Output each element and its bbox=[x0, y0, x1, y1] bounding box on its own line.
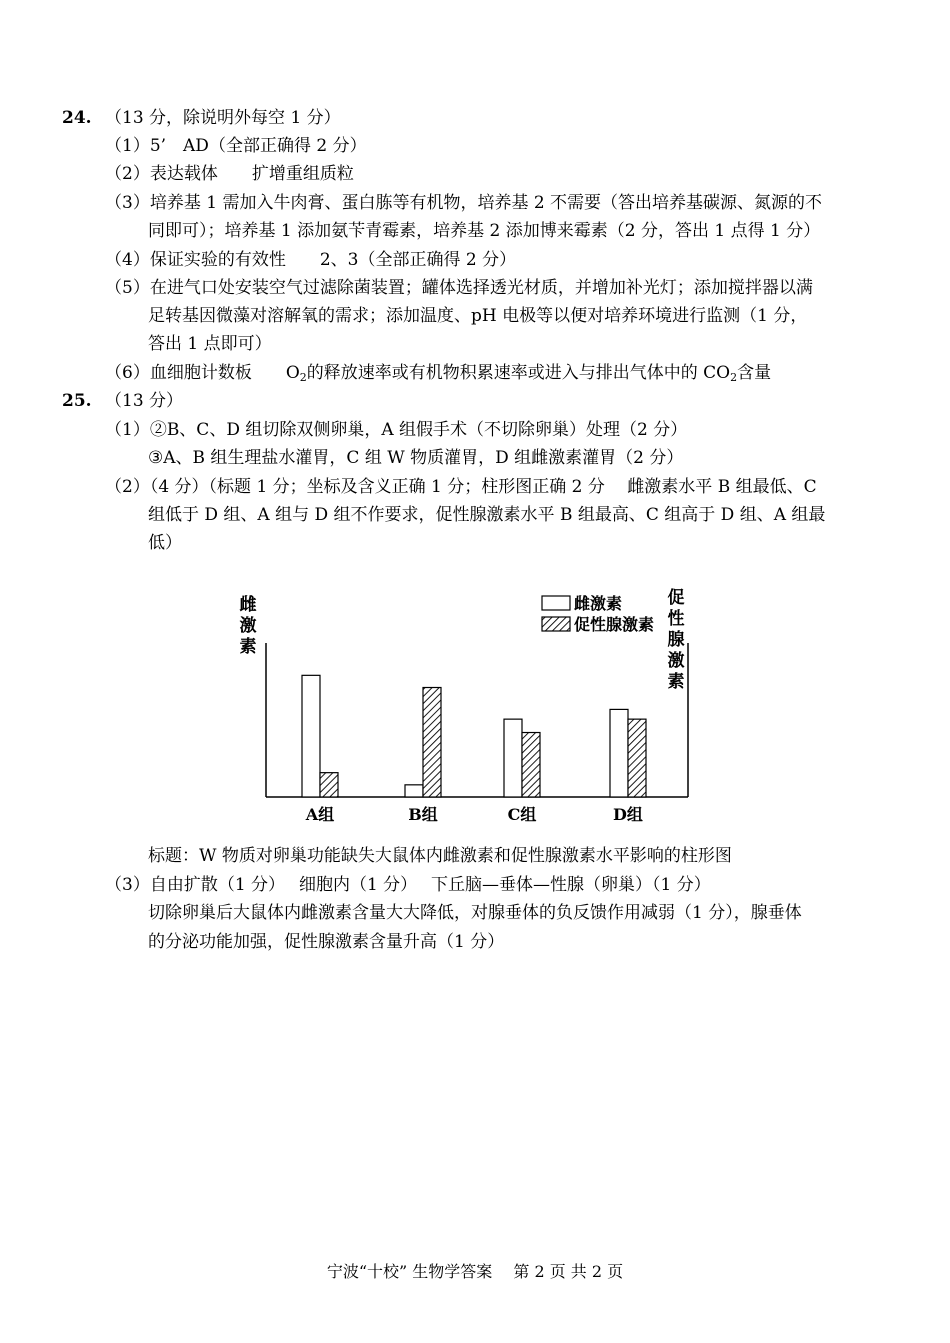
bar-gonadotropin-4 bbox=[628, 719, 646, 797]
q24-answer-6-part-b: 的释放速率或有机物积累速率或进入与排出气体中的 CO bbox=[306, 363, 731, 383]
chart-caption: 标题：W 物质对卵巢功能缺失大鼠体内雌激素和促性腺激素水平影响的柱形图 bbox=[148, 846, 732, 866]
bar-gonadotropin-2 bbox=[423, 688, 441, 798]
q24-header: （13 分，除说明外每空 1 分） bbox=[105, 108, 341, 128]
bar-estrogen-4 bbox=[610, 709, 628, 797]
bar-gonadotropin-1 bbox=[320, 773, 338, 797]
category-label-4: D组 bbox=[613, 805, 643, 824]
legend-gonadotropin-swatch bbox=[542, 617, 570, 631]
q25-header: （13 分） bbox=[105, 391, 184, 411]
q24-answer-1: （1）5’ AD（全部正确得 2 分） bbox=[105, 136, 367, 156]
bar-estrogen-1 bbox=[302, 675, 320, 797]
legend-gonadotropin-label: 促性腺激素 bbox=[574, 615, 655, 634]
y-right-label-char-3: 腺 bbox=[667, 630, 685, 650]
y-right-label-char-4: 激 bbox=[667, 651, 685, 671]
bar-estrogen-2 bbox=[405, 785, 423, 797]
y-left-label-char-1: 雌 bbox=[239, 595, 257, 615]
y-left-label-char-3: 素 bbox=[239, 637, 257, 657]
q24-answer-5-line1: （5）在进气口处安装空气过滤除菌装置；罐体选择透光材质，并增加补光灯；添加搅拌器以满 bbox=[105, 278, 813, 298]
q24-answer-5-line2: 足转基因微藻对溶解氧的需求；添加温度、pH 电极等以便对培养环境进行监测（1 分， bbox=[148, 306, 808, 326]
legend-estrogen-swatch bbox=[542, 596, 570, 610]
q24-answer-6 bbox=[105, 362, 771, 384]
y-right-label-char-1: 促 bbox=[667, 588, 685, 608]
q25-answer-3-line1: （3）自由扩散（1 分） 细胞内（1 分） 下丘脑—垂体—性腺（卵巢）（1 分） bbox=[105, 875, 711, 895]
category-label-3: C组 bbox=[507, 805, 537, 824]
q25-answer-2-line3: 低） bbox=[148, 533, 182, 553]
q24-answer-4: （4）保证实验的有效性 2、3（全部正确得 2 分） bbox=[105, 250, 517, 270]
bar-estrogen-3 bbox=[504, 719, 522, 797]
q24-answer-3-line2: 同即可）；培养基 1 添加氨苄青霉素，培养基 2 添加博来霉素（2 分，答出 1 点得 1 分） bbox=[148, 221, 821, 241]
q24-answer-6-part-c: 含量 bbox=[737, 363, 772, 383]
y-left-label-char-2: 激 bbox=[239, 616, 257, 636]
q24-number: 24. bbox=[62, 108, 92, 128]
q25-number: 25. bbox=[62, 391, 92, 411]
q24-answer-3-line1: （3）培养基 1 需加入牛肉膏、蛋白胨等有机物，培养基 2 不需要（答出培养基碳源、氮源的不 bbox=[105, 193, 823, 213]
q25-answer-3-line2: 切除卵巢后大鼠体内雌激素含量大大降低，对腺垂体的负反馈作用减弱（1 分），腺垂体 bbox=[148, 903, 802, 923]
q24-answer-6-sub-1: 2 bbox=[299, 371, 307, 384]
q25-answer-1-line2: ③A、B 组生理盐水灌胃，C 组 W 物质灌胃，D 组雌激素灌胃（2 分） bbox=[148, 448, 684, 468]
q24-answer-6-part-a: （6）血细胞计数板 O bbox=[105, 363, 300, 383]
page-footer: 宁波“十校” 生物学答案 第 2 页 共 2 页 bbox=[326, 1262, 624, 1281]
q25-answer-2-line1: （2）（4 分）（标题 1 分；坐标及含义正确 1 分；柱形图正确 2 分 雌激素水平 B 组最低、C bbox=[105, 477, 817, 497]
category-label-1: A组 bbox=[305, 805, 335, 824]
y-right-label-char-2: 性 bbox=[667, 609, 685, 629]
legend-estrogen-label: 雌激素 bbox=[574, 594, 623, 613]
hormone-bar-chart bbox=[230, 585, 700, 830]
q24-answer-6-sub-2: 2 bbox=[730, 371, 738, 384]
bar-gonadotropin-3 bbox=[522, 733, 540, 797]
q24-answer-2: （2）表达载体 扩增重组质粒 bbox=[105, 164, 354, 184]
q25-answer-2-line2: 组低于 D 组、A 组与 D 组不作要求，促性腺激素水平 B 组最高、C 组高于 D 组、A 组最 bbox=[148, 505, 826, 525]
q25-answer-1-line1: （1）②B、C、D 组切除双侧卵巢，A 组假手术（不切除卵巢）处理（2 分） bbox=[105, 420, 688, 440]
category-label-2: B组 bbox=[408, 805, 438, 824]
q24-answer-5-line3: 答出 1 点即可） bbox=[148, 334, 272, 354]
q25-answer-3-line3: 的分泌功能加强，促性腺激素含量升高（1 分） bbox=[148, 932, 505, 952]
y-right-label-char-5: 素 bbox=[667, 672, 685, 692]
